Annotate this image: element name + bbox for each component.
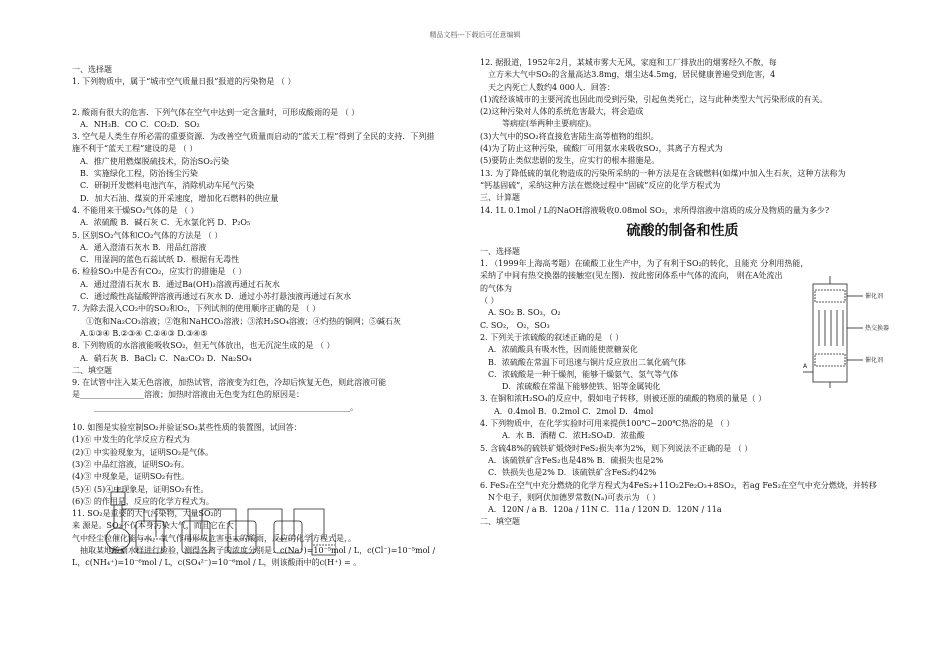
question-9-answer-line: ________________________________________________________________。 (94, 402, 358, 412)
section-heading: 二、填空题 (72, 365, 112, 375)
bottle-2 (182, 521, 210, 553)
catalyst-label-bottom: 催化剂 (865, 357, 884, 364)
q4-options: A．水 B．酒精 C．浓H₂SO₄D．浓盐酸 (502, 431, 645, 441)
q2-option-c: C．浓硫酸是一种干燥剂，能够干燥氨气、氢气等气体 (488, 369, 679, 379)
section-heading: 二、填空题 (480, 517, 520, 527)
bottle-4 (274, 521, 302, 553)
q6: 6. FeS₂在空气中充分燃烧的化学方程式为4FeS₂+11O₂2Fe₂O₃+8SO₂，若ag FeS₂在空气中充分燃烧，并转移 (480, 480, 877, 490)
question-12-part-2: (2)这种污染对人体的系统危害最大，将会造成 (480, 107, 644, 117)
q6-cont: N个电子，则阿伏加德罗常数(Nₐ)可表示为 （ ） (488, 492, 661, 502)
question-12-cont-2: 天之内死亡人数约4 000人．回答： (488, 82, 615, 92)
section-heading: 三、计算题 (480, 193, 520, 203)
question-3-option-b: B．实施绿化工程，防治扬尘污染 (80, 169, 198, 179)
question-10-part-6: (6)⑤ 的作用是，反应的化学方程式为。 (72, 496, 214, 506)
question-11-cont-2: 气中经尘粒催化能与水、氧气作用形成危害更大的酸雨，反应的化学方程式是，。 (72, 533, 356, 543)
question-11: 11. SO₂是重要的大气污染物，大量SO₂的 (72, 509, 222, 519)
contact-chamber-figure (803, 276, 913, 388)
question-12-part-2-cont: 等病症(举两种主要病症)。 (502, 119, 597, 129)
question-10-part-2: (2)① 中实验现象为，证明SO₂是气体。 (72, 447, 214, 457)
question-14: 14. 1L 0.1mol / L的NaOH溶液吸收0.08mol SO₂，求所得溶液中溶质的成分及物质的量为多少? (480, 205, 830, 215)
catalyst-label-top: 催化剂 (865, 293, 884, 300)
question-12-part-5: (5)要防止类似悲剧的发生，应实行的根本措施是。 (480, 156, 660, 166)
question-12-part-3: (3)大气中的SO₂将直接危害陆生高等植物的组织。 (480, 131, 659, 141)
question-10-part-4: (4)③ 中现象是，证明SO₂有性。 (72, 472, 190, 482)
question-11-cont: 来 源是。SO₂不仅本身污染大气，而且它在大 (72, 521, 234, 531)
q6-options: A．120N / a B．120a / 11N C．11a / 120N D．120N / 11a (488, 505, 722, 515)
q2-option-d: D．浓硫酸在常温下能够使铁、铝等金属钝化 (502, 382, 661, 392)
question-7-reagents: ①饱和Na₂CO₃溶液；②饱和NaHCO₃溶液；③浓H₂SO₄溶液；④灼热的铜网；⑤碱石灰 (86, 316, 401, 326)
question-1-blank (72, 89, 470, 107)
q2-option-a: A．浓硫酸具有吸水性，因而能使蔗糖炭化 (488, 345, 638, 355)
q1: 1. （1999年上海高考题）在硫酸工业生产中，为了有利于SO₂的转化，且能充 分利用热能， (480, 259, 809, 269)
section-heading: 一、选择题 (72, 65, 112, 74)
question-5: 5. 区别SO₂气体和CO₂气体的方法是 （ ） (72, 230, 223, 240)
q1-cont-2: 的气体为 (480, 283, 512, 293)
funnel (111, 492, 125, 505)
q3: 3. 在铜和浓H₂SO₄的反应中，假如电子转移，则被还原的硫酸的物质的量是（ ） (480, 394, 767, 404)
question-2: 2. 酸雨有很大的危害．下列气体在空气中达到一定含量时，可形成酸雨的是 （ ） (72, 107, 360, 117)
question-1: 1. 下列物质中，属于“城市空气质量日报”报道的污染物是 （ ） (72, 77, 296, 87)
question-9-cont: 是________________溶液；加热时溶液由无色变为红色的原因是： (72, 390, 304, 400)
question-6: 6. 检验SO₂中是否有CO₂，应实行的措施是 （ ） (72, 267, 247, 277)
heat-exchanger-label: 热交换器 (865, 325, 890, 332)
q3-options: A．0.4mol B．0.2mol C．2mol D．4mol (494, 406, 654, 416)
page-title: 硫酸的制备和性质 (626, 222, 739, 239)
question-13-cont: “钙基固硫”，采纳这种方法在燃烧过程中“固硫”反应的化学方程式为 (480, 180, 721, 190)
outlet-a-label: A (803, 363, 808, 370)
question-12-part-1: (1)流经该城市的主要河流也因此而受到污染，引起鱼类死亡，这与此种类型大气污染形成的有关。 (480, 94, 828, 104)
q1-options-ab: A. SO₂ B. SO₃，O₂ (488, 308, 561, 318)
question-3-option-c: C．研制开发燃料电池汽车，消除机动车尾气污染 (80, 181, 255, 191)
question-6-options-ab: A．通过澄清石灰水 B．通过Ba(OH)₂溶液再通过石灰水 (80, 279, 280, 289)
question-4-options: A．浓硫酸 B．碱石灰 C．无水氯化钙 D．P₂O₅ (80, 218, 251, 228)
q2-option-b: B．浓硫酸在常温下可迅速与铜片反应放出二氧化硫气体 (488, 357, 686, 367)
question-6-options-cd: C．通过酸性高锰酸钾溶液再通过石灰水 D．通过小苏打悬浊液再通过石灰水 (80, 292, 352, 302)
question-12-cont: 立方米大气中SO₂的含量高达3.8mg，烟尘达4.5mg，居民健康普遍受到危害，4 (488, 70, 776, 80)
q1-option-c: C. SO₂， O₂，SO₃ (480, 320, 550, 330)
question-10: 10. 如图是实验室制SO₂并验证SO₂某些性质的装置图，试回答： (72, 423, 302, 433)
q1-cont: 采纳了中间有热交换器的接触室(见左图)．按此密闭体系中气体的流向， 则在A处流出 (480, 271, 783, 281)
bottle-3 (228, 521, 256, 553)
so2-apparatus-figure (96, 487, 336, 557)
question-12: 12. 据报道，1952年2月，某城市雾大无风，家庭和工厂排放出的烟雾经久不散，每 (480, 58, 777, 67)
question-13: 13. 为了降低硫的氧化物造成的污染所采纳的一种方法是在含硫燃料(如煤)中加入生石灰，这种方法称为 (480, 168, 846, 178)
question-11-cont-3: 抽取某地酸雨水样进行检验，测得各离子的浓度分别是：c(Na⁺)=10⁻⁵mol / L，c(Cl⁻)=10⁻⁵mol / (80, 545, 436, 555)
burner (112, 550, 124, 553)
flask (106, 528, 130, 550)
question-10-part-5: (5)④ (5)④中现象是，证明SO₂有性。 (72, 484, 209, 494)
question-10-part-1: (1)⑥ 中发生的化学反应方程式为 (72, 435, 190, 445)
q5: 5. 含硫48%的硫铁矿煅烧时FeS₂损失率为2%，则下列说法不正确的是 （ ） (480, 443, 753, 453)
question-5-options-ab: A．通入澄清石灰水 B．用品红溶液 (80, 242, 207, 252)
question-8-options: A．硝石灰 B．BaCl₂ C．Na₂CO₃ D．Na₂SO₄ (80, 353, 252, 363)
question-11-cont-4: L，c(NH₄⁺)=10⁻⁶mol / L，c(SO₄²⁻)=10⁻⁶mol / L，则该酸雨中的c(H⁺) = 。 (72, 558, 362, 568)
q4: 4. 下列物质中，在化学实验时可用来提供100℃~200℃热浴的是 （ ） (480, 419, 735, 429)
question-4: 4. 不能用来干燥SO₂气体的是 （ ） (72, 205, 199, 215)
question-8: 8. 下列物质的水溶液能吸收SO₂，但无气体放出，也无沉淀生成的是 （ ） (72, 341, 335, 351)
question-2-options: A．NH₃B．CO C．CO₂D．SO₂ (80, 119, 200, 129)
tower-body (813, 284, 847, 382)
question-3-cont: 施不利于“蓝天工程”建设的是 （ ） (72, 144, 198, 154)
question-7: 7. 为除去混入CO₂中的SO₂和O₂，下列试剂的使用顺序正确的是 （ ） (72, 304, 321, 314)
q5-options-cd: C．铁损失也是2% D．该硫铁矿含FeS₂约42% (488, 468, 657, 478)
q2: 2. 下列关于浓硫酸的叙述正确的是 （ ） (480, 332, 624, 342)
question-7-options: A.①③④ B.②③④ C.②④③ D.③④⑤ (80, 328, 208, 338)
question-3-option-d: D．加大石油、煤炭的开采速度，增加化石燃料的供应量 (80, 193, 279, 203)
question-3-option-a: A．推广使用燃煤脱硫技术，防治SO₂污染 (80, 156, 230, 166)
bottle-1 (136, 521, 164, 553)
question-3: 3. 空气是人类生存所必需的重要资源．为改善空气质量而启动的“蓝天工程”得到了全民的支持．下列措 (72, 132, 435, 142)
q5-options-ab: A．该硫铁矿含FeS₂也是48% B．硫损失也是2% (488, 455, 664, 465)
q1-answer-paren: （ ） (480, 296, 499, 306)
question-10-part-3: (3)② 中品红溶液，证明SO₂有。 (72, 459, 190, 469)
question-9: 9. 在试管中注入某无色溶液，加热试管，溶液变为红色，冷却后恢复无色，则此溶液可能 (72, 378, 387, 388)
section-heading: 一、选择题 (480, 246, 520, 256)
question-5-options-cd: C．用湿润的蓝色石蕊试纸 D．根据有无毒性 (80, 255, 240, 265)
question-12-part-4: (4)为了防止这种污染，硫酸厂可用氨水来吸收SO₂，其离子方程式为 (480, 144, 723, 154)
page-header: 精品文档---下载后可任意编辑 (429, 31, 521, 39)
